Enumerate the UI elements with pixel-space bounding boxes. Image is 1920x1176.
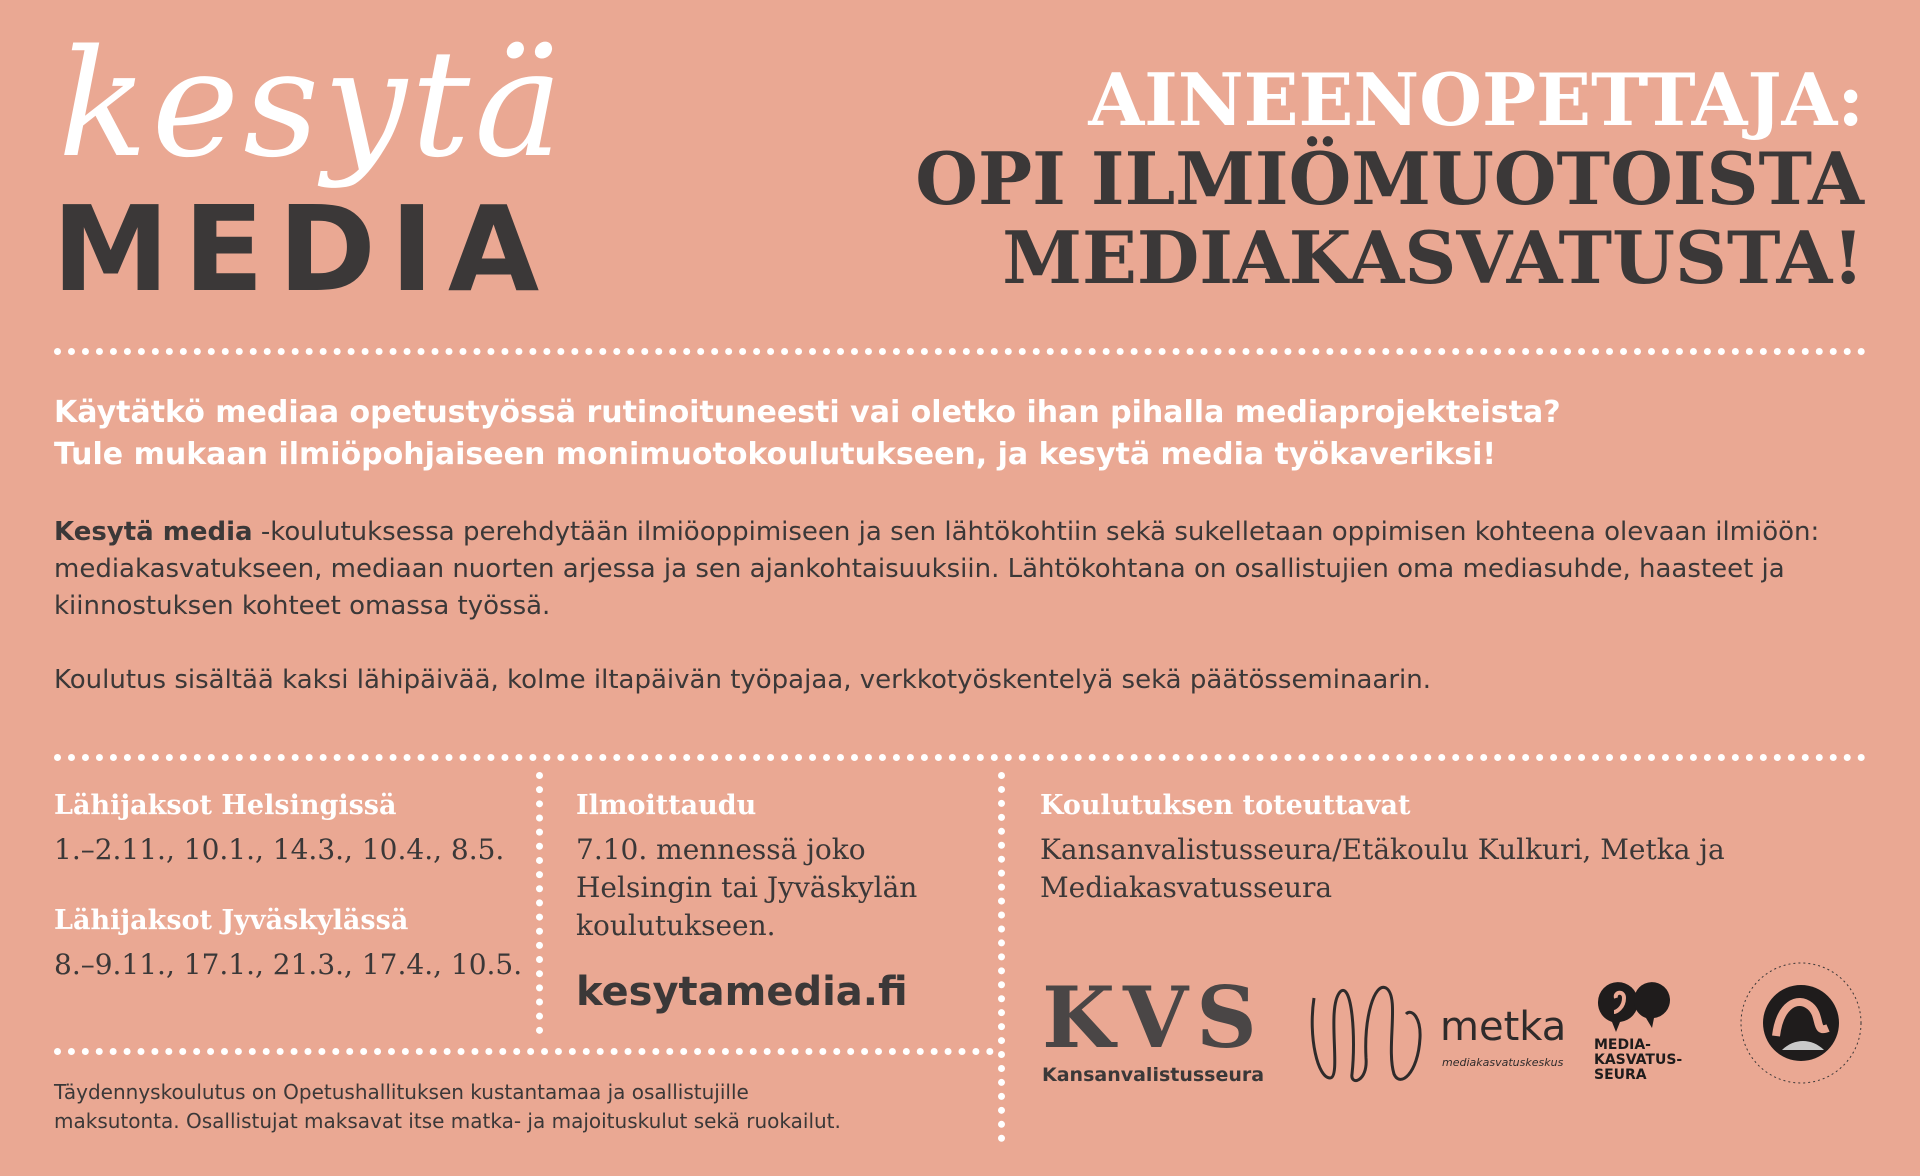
opetushallitus-emblem-icon (1736, 958, 1866, 1088)
divider-middle (54, 754, 1866, 761)
organizers-line-2: Mediakasvatusseura (1040, 871, 1333, 904)
organizers-column (1040, 790, 1880, 907)
body-paragraph-1 (54, 514, 1854, 625)
kvs-logo (1042, 968, 1278, 1096)
body-text (54, 514, 1854, 699)
register-line-3: koulutukseen. (576, 909, 776, 942)
register-column (576, 790, 986, 1015)
headline (915, 57, 1864, 301)
register-line-2: Helsingin tai Jyväskylän (576, 871, 918, 904)
body-bold-lead: Kesytä media (54, 517, 253, 547)
footnote-line-1: Täydennyskoulutus on Opetushallituksen kustantamaa ja osallistujille (54, 1080, 749, 1104)
metka-subtitle: mediakasvatuskeskus (1442, 1056, 1564, 1069)
intro-line-1: Käytätkö mediaa opetustyössä rutinoituneesti vai oletko ihan pihalla mediaprojekteista? (54, 395, 1561, 430)
register-heading: Ilmoittaudu (576, 790, 757, 821)
jyvaskyla-heading: Lähijaksot Jyväskylässä (54, 905, 409, 936)
headline-line-1: AINEENOPETTAJA: (1088, 57, 1864, 142)
intro-text (54, 392, 1874, 476)
organizers-heading: Koulutuksen toteuttavat (1040, 790, 1411, 821)
metka-logo (1308, 978, 1578, 1092)
logo-script-text: kesytä (58, 18, 567, 190)
footnote-line-2: maksutonta. Osallistujat maksavat itse matka- ja majoituskulut sekä ruokailut. (54, 1109, 841, 1133)
footnote (54, 1078, 984, 1136)
mks-line-1: MEDIA- (1594, 1037, 1651, 1053)
divider-column-1 (536, 772, 543, 1034)
logo-media-text: MEDIA (52, 180, 554, 318)
kvs-mark: KVS (1042, 968, 1265, 1067)
website-link[interactable]: kesytamedia.fi (576, 969, 908, 1015)
metka-swirl-icon (1308, 978, 1428, 1088)
mks-line-3: SEURA (1594, 1067, 1647, 1083)
kvs-name: Kansanvalistusseura (1042, 1064, 1265, 1086)
mks-line-2: KASVATUS- (1594, 1052, 1683, 1068)
register-line-1: 7.10. mennessä joko (576, 833, 866, 866)
divider-footnote (54, 1048, 994, 1055)
body-paragraph-1-rest: -koulutuksessa perehdytään ilmiöoppimiseen ja sen lähtökohtiin sekä sukelletaan oppimisen kohteena olevaan ilmiöön: mediakasvatukseen, mediaan nuorten arjessa ja sen ajankohtaisuuksiin. Lähtökohtana on osallistujien oma mediasuhde, haasteet ja kiinnostuksen kohteet omassa työssä. (54, 517, 1820, 621)
helsinki-heading: Lähijaksot Helsingissä (54, 790, 397, 821)
divider-column-2 (998, 772, 1005, 1142)
mediakasvatusseura-logo (1592, 978, 1702, 1092)
body-paragraph-2: Koulutus sisältää kaksi lähipäivää, kolme iltapäivän työpajaa, verkkotyöskentelyä sekä päätösseminaarin. (54, 665, 1431, 695)
divider-top (54, 348, 1866, 355)
organizers-line-1: Kansanvalistusseura/Etäkoulu Kulkuri, Metka ja (1040, 833, 1725, 866)
dates-column (54, 790, 524, 984)
opetushallitus-logo (1736, 958, 1866, 1088)
intro-line-2: Tule mukaan ilmiöpohjaiseen monimuotokoulutukseen, ja kesytä media työkaveriksi! (54, 437, 1497, 472)
jyvaskyla-dates: 8.–9.11., 17.1., 21.3., 17.4., 10.5. (54, 948, 523, 981)
headline-line-3: MEDIAKASVATUSTA! (1002, 215, 1864, 301)
metka-name: metka (1440, 1004, 1567, 1050)
helsinki-dates: 1.–2.11., 10.1., 14.3., 10.4., 8.5. (54, 833, 505, 866)
headline-line-2: OPI ILMIÖMUOTOISTA (915, 136, 1864, 222)
speech-bubbles-icon (1594, 978, 1674, 1038)
